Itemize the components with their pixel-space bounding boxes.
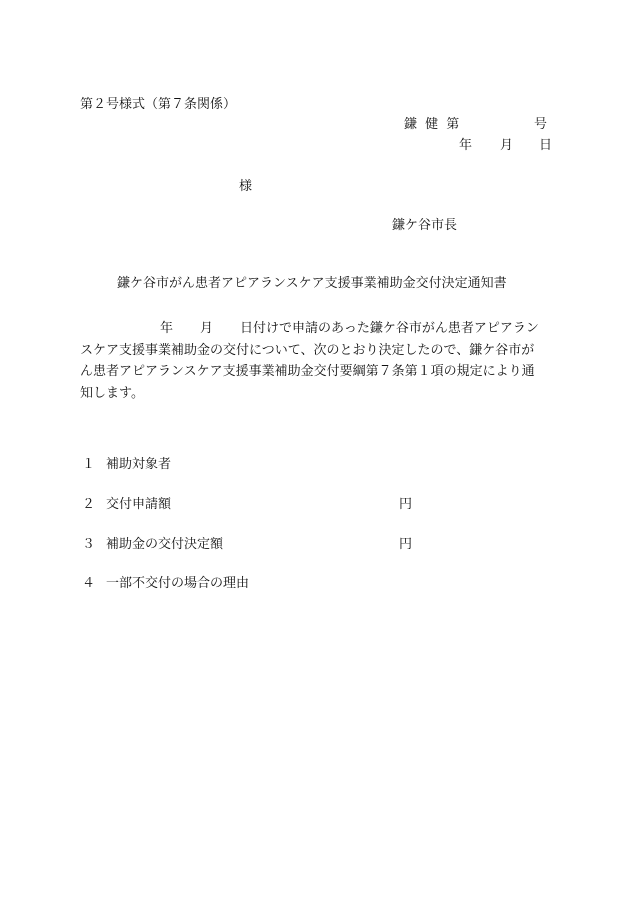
form-number: 第２号様式（第７条関係）	[80, 97, 237, 112]
reference-number-prefix: 鎌 健 第	[404, 117, 462, 132]
body-line-3: ん患者アピアランスケア支援事業補助金交付要綱第７条第１項の規定により通	[80, 364, 535, 379]
item-label-application-amount: 交付申請額	[106, 497, 172, 512]
yen-unit: 円	[399, 537, 413, 552]
item-label-subsidy-recipient: 補助対象者	[106, 457, 172, 472]
issuer-name: 鎌ケ谷市長	[392, 218, 458, 233]
body-line-1-text: 日付けで申請のあった鎌ケ谷市がん患者アピアラン	[240, 321, 539, 336]
item-label-partial-rejection-reason: 一部不交付の場合の理由	[106, 576, 250, 591]
body-line-2: スケア支援事業補助金の交付について、次のとおり決定したので、鎌ケ谷市が	[80, 342, 535, 358]
body-year-label: 年	[160, 321, 174, 336]
recipient-honorific: 様	[239, 179, 253, 194]
document-title: 鎌ケ谷市がん患者アピアランスケア支援事業補助金交付決定通知書	[117, 276, 507, 291]
item-number: ３	[82, 537, 96, 552]
body-line-1	[80, 318, 554, 340]
body-paragraph	[80, 318, 554, 404]
date-year-label: 年	[459, 138, 473, 153]
reference-number-suffix: 号	[534, 117, 548, 132]
yen-unit: 円	[399, 497, 413, 512]
date-day-label: 日	[539, 138, 553, 153]
date-month-label: 月	[500, 138, 514, 153]
body-line-4: 知します。	[80, 385, 144, 401]
item-label-decided-amount: 補助金の交付決定額	[106, 537, 224, 552]
item-number: ４	[82, 576, 96, 591]
item-number: ２	[82, 497, 96, 512]
item-number: １	[82, 457, 96, 472]
body-month-label: 月	[200, 321, 214, 336]
